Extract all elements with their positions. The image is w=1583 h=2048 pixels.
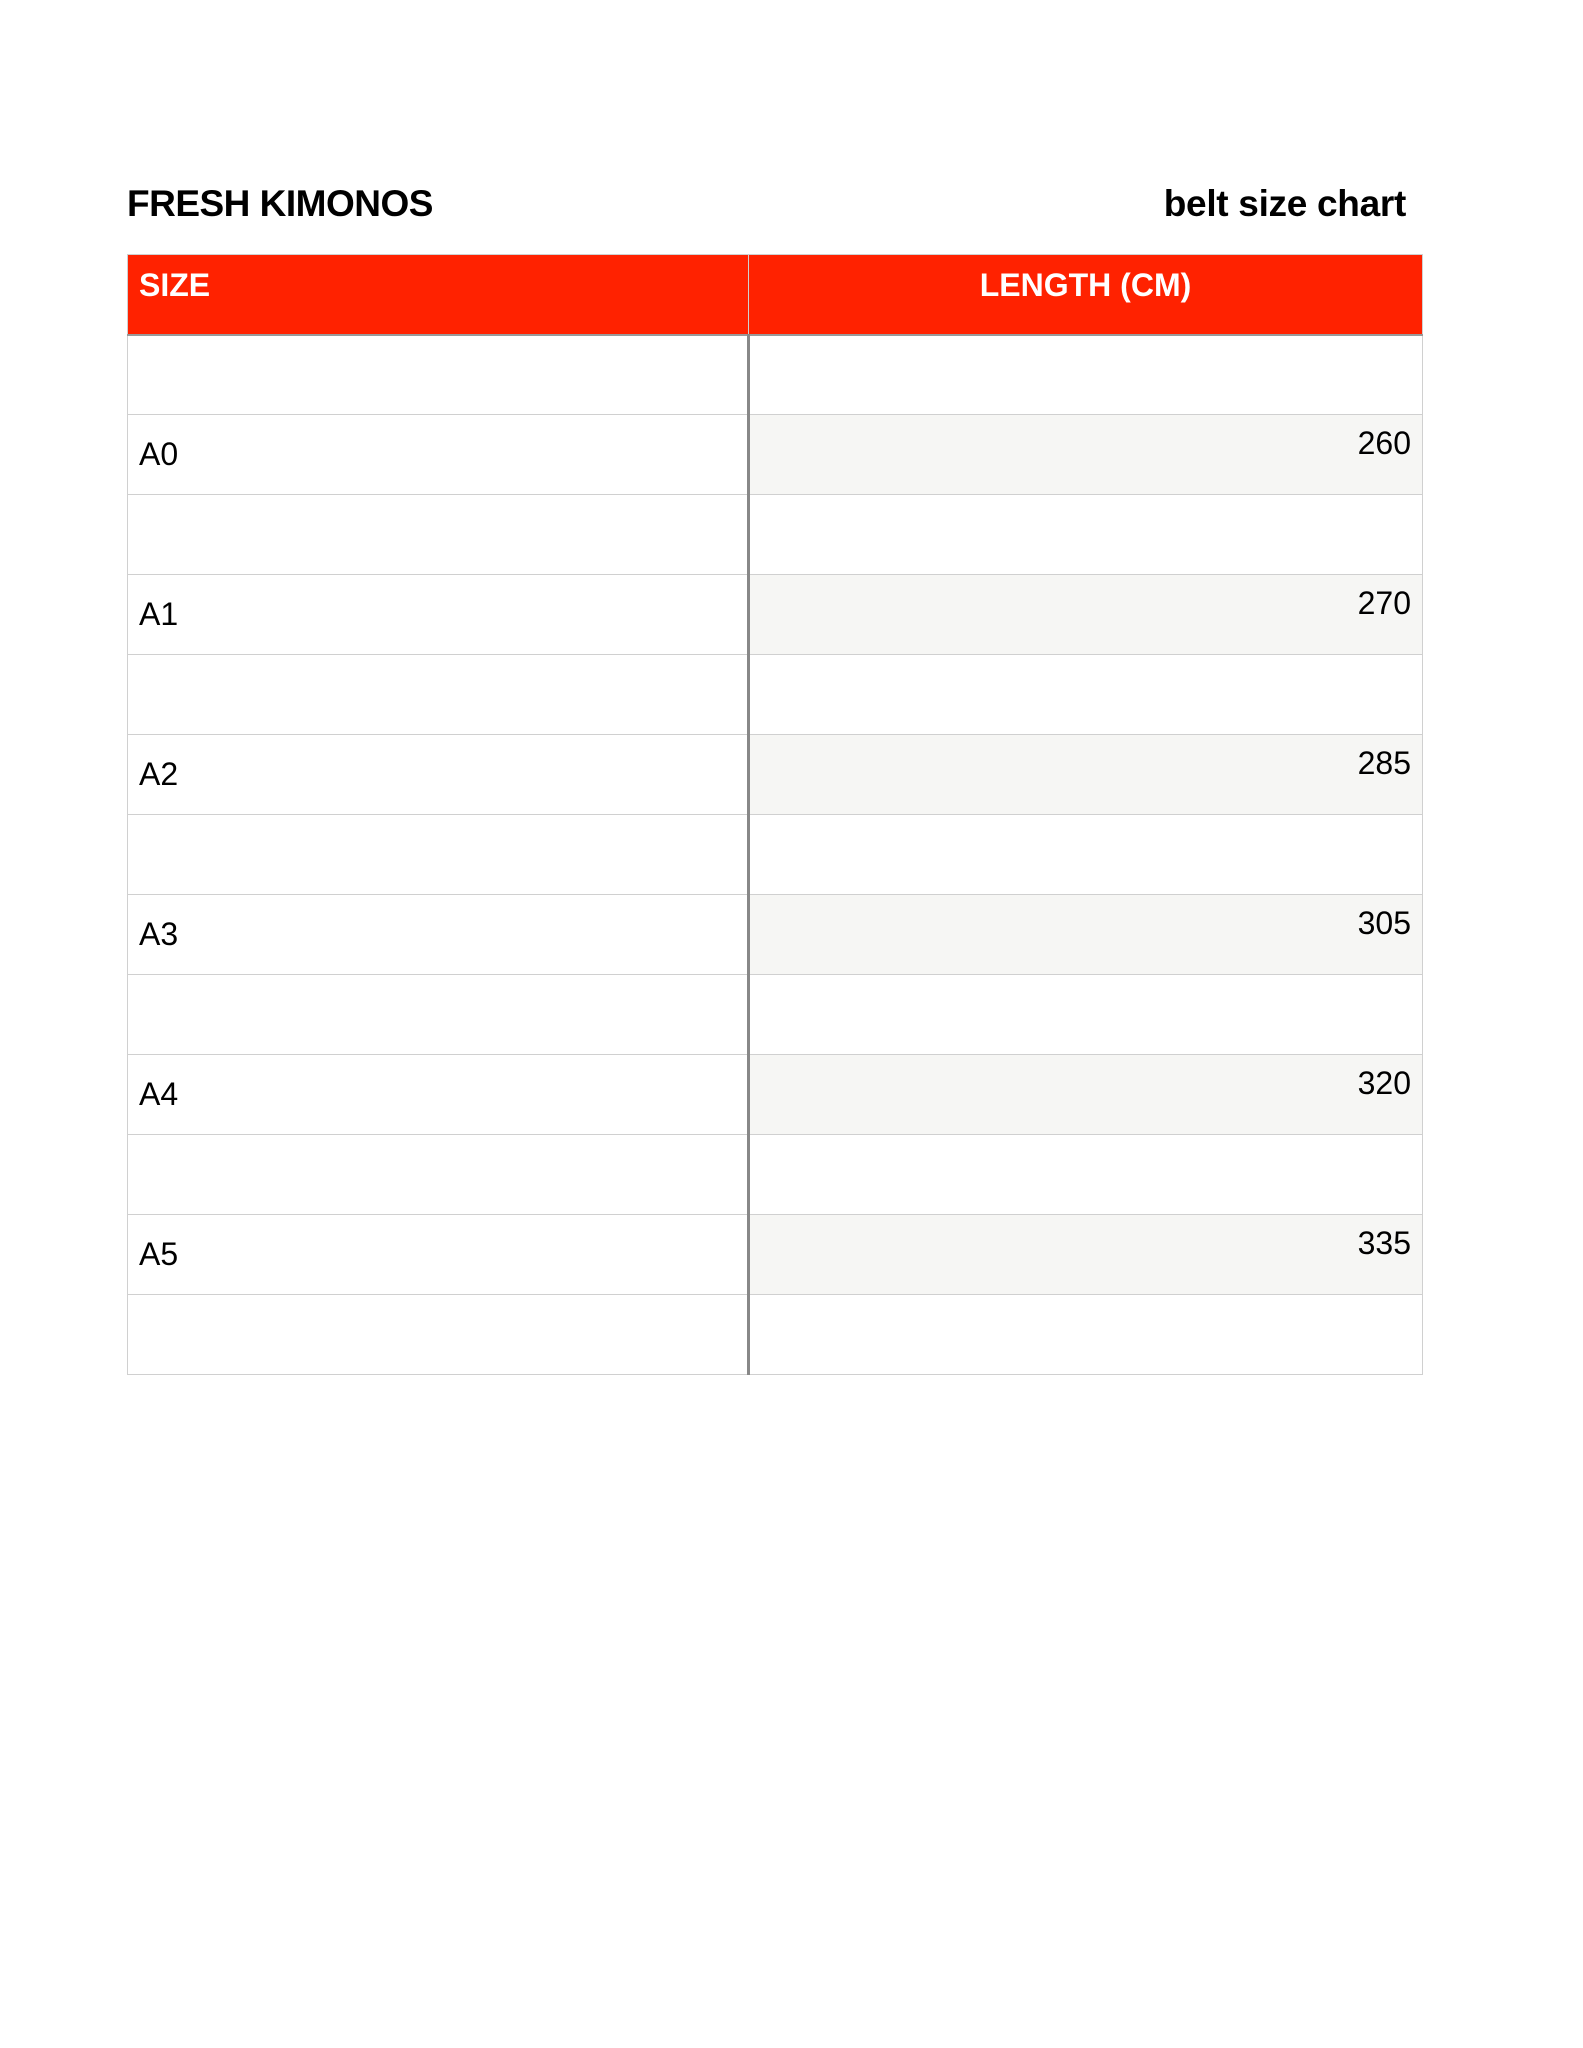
size-cell (128, 495, 749, 575)
size-cell (128, 655, 749, 735)
length-cell (749, 1295, 1423, 1375)
table-row (128, 815, 1423, 895)
column-header-length: LENGTH (CM) (749, 255, 1423, 335)
length-cell: 260 (749, 415, 1423, 495)
length-cell: 305 (749, 895, 1423, 975)
size-cell (128, 1295, 749, 1375)
length-cell: 285 (749, 735, 1423, 815)
chart-subtitle: belt size chart (1163, 183, 1406, 224)
length-cell (749, 975, 1423, 1055)
table-row (128, 1135, 1423, 1215)
table-header-row (128, 255, 1423, 335)
length-cell (749, 655, 1423, 735)
table-row (128, 335, 1423, 415)
size-cell: A0 (128, 415, 749, 495)
size-cell (128, 1135, 749, 1215)
brand-title: FRESH KIMONOS (127, 183, 433, 224)
length-cell (749, 335, 1423, 415)
table-row (128, 655, 1423, 735)
table-row (128, 575, 1423, 655)
table-row (128, 735, 1423, 815)
table-row (128, 975, 1423, 1055)
length-cell: 320 (749, 1055, 1423, 1135)
table-row (128, 495, 1423, 575)
length-cell (749, 1135, 1423, 1215)
table-row (128, 1295, 1423, 1375)
size-cell: A3 (128, 895, 749, 975)
length-cell (749, 815, 1423, 895)
table-row (128, 415, 1423, 495)
table-body (128, 335, 1423, 1375)
length-cell: 270 (749, 575, 1423, 655)
length-cell: 335 (749, 1215, 1423, 1295)
table-row (128, 895, 1423, 975)
size-cell (128, 335, 749, 415)
column-header-size: SIZE (128, 255, 749, 335)
table-row (128, 1215, 1423, 1295)
table-row (128, 1055, 1423, 1135)
size-cell: A4 (128, 1055, 749, 1135)
size-cell: A1 (128, 575, 749, 655)
length-cell (749, 495, 1423, 575)
size-cell: A2 (128, 735, 749, 815)
size-cell (128, 975, 749, 1055)
size-cell: A5 (128, 1215, 749, 1295)
size-cell (128, 815, 749, 895)
belt-size-table (127, 254, 1423, 1375)
